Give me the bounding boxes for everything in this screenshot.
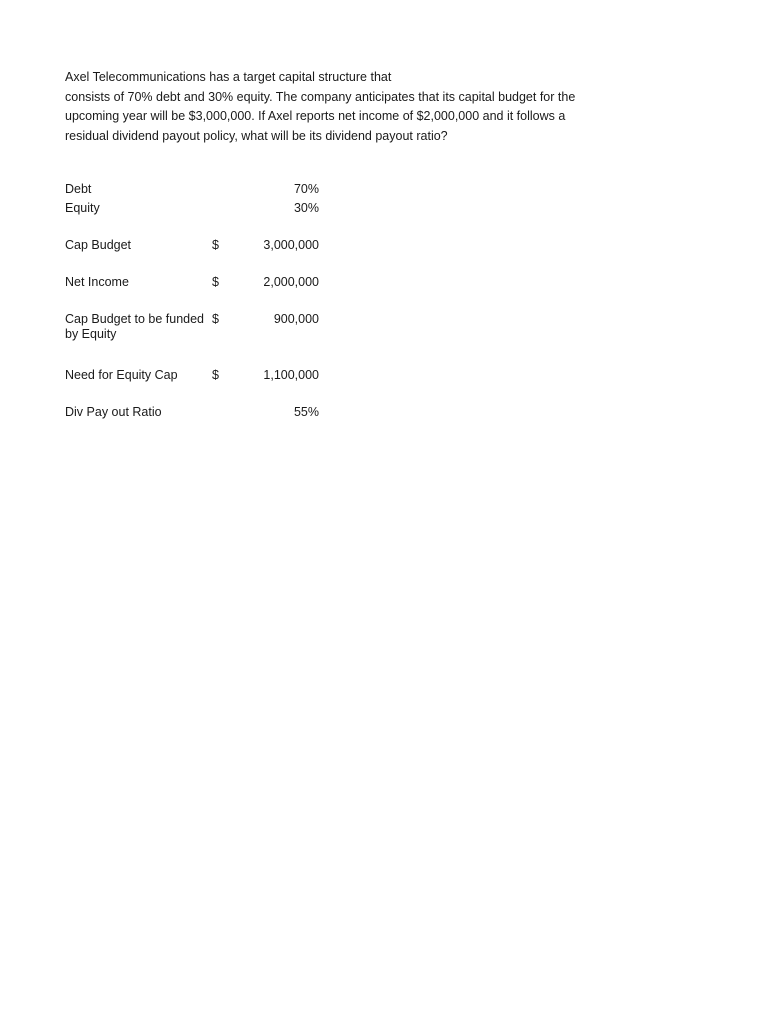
row-currency: $ [212, 368, 219, 382]
row-value: 70% [293, 182, 319, 196]
row-value: 30% [293, 201, 319, 215]
row-label: Debt [65, 182, 92, 196]
question-line: upcoming year will be $3,000,000. If Axel reports net income of $2,000,000 and it follows a [65, 109, 566, 123]
question-line: residual dividend payout policy, what will be its dividend payout ratio? [65, 128, 448, 143]
row-label: Cap Budget to be funded by Equity [65, 312, 205, 341]
row-currency: $ [212, 238, 219, 252]
row-label: Div Pay out Ratio [65, 405, 162, 419]
row-value: 55% [293, 405, 319, 419]
question-line: Axel Telecommunications has a target capital structure that [65, 70, 392, 84]
row-label: Cap Budget [65, 238, 132, 252]
row-label: Need for Equity Cap [65, 368, 178, 382]
question-text [65, 68, 605, 146]
row-currency: $ [212, 275, 219, 289]
row-value: 2,000,000 [263, 275, 319, 289]
row-value: 3,000,000 [263, 238, 319, 252]
question-line: consists of 70% debt and 30% equity. The company anticipates that its capital budget for the [65, 89, 576, 104]
row-currency: $ [212, 312, 219, 326]
row-label: Equity [65, 201, 100, 215]
row-value: 900,000 [273, 312, 319, 326]
row-value: 1,100,000 [263, 368, 319, 382]
row-label: Net Income [65, 275, 129, 289]
